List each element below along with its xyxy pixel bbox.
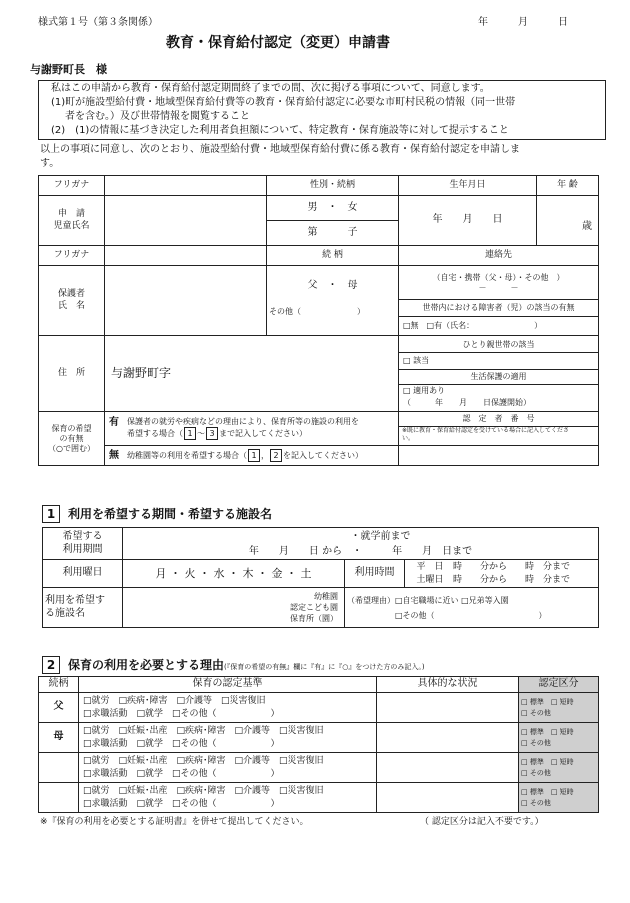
col-criteria: 保育の認定基準: [79, 677, 377, 693]
status-input[interactable]: [377, 723, 519, 753]
col-relation: 続柄: [39, 677, 79, 693]
age-label: 年 齢: [537, 176, 599, 196]
class-line-2: □ その他: [521, 708, 551, 717]
relation-other-input[interactable]: その他（ ）: [269, 306, 365, 316]
class-line-1: □ 標準 □ 短時: [521, 697, 574, 706]
class-line-1: □ 標準 □ 短時: [521, 787, 574, 796]
hope-label: 保育の希望 の有無 （○で囲む）: [39, 412, 105, 466]
form-title: 教育・保育給付認定（変更）申請書: [166, 35, 390, 51]
hope-yes[interactable]: 有: [109, 417, 119, 428]
class-line-1: □ 標準 □ 短時: [521, 727, 574, 736]
period-label: 希望する 利用期間: [43, 528, 123, 560]
child-order-input[interactable]: 第 子: [267, 221, 399, 246]
guardian-furigana-input[interactable]: [105, 246, 267, 266]
class-line-2: □ その他: [521, 738, 551, 747]
consent-line-1: 私はこの申請から教育・保育給付認定期間終了までの間、次に掲げる事項について、同意します。: [51, 83, 490, 94]
period-input[interactable]: 年 月 日 から ・ 年 月 日まで: [248, 545, 473, 557]
consent-line-3: 者を含む。）及び世帯情報を閲覧すること: [65, 111, 250, 122]
cert-note-1: ※既に教育・保育給付認定を受けている場合に記入してくださ: [402, 427, 570, 434]
criteria-line-1[interactable]: □就労 □妊娠･出産 □疾病･障害 □介護等 □災害復旧: [83, 725, 324, 736]
consent-line-4: (2) (1)の情報に基づき決定した利用者負担額について、特定教育・保育施設等に対して提示すること: [51, 125, 509, 136]
child-furigana-label: フリガナ: [39, 176, 105, 196]
facility-reason-other[interactable]: □その他（ ）: [395, 610, 547, 620]
hope-no-text-a: 幼稚園等の利用を希望する場合（: [127, 450, 247, 460]
section1-title: 利用を希望する期間・希望する施設名: [68, 507, 273, 521]
criteria-line-1[interactable]: □就労 □疾病･障害 □介護等 □災害復旧: [83, 695, 266, 706]
class-line-1: □ 標準 □ 短時: [521, 757, 574, 766]
col-status: 具体的な状況: [377, 677, 519, 693]
intro-line-2: す。: [40, 158, 60, 169]
criteria-line-2[interactable]: □求職活動 □就学 □その他（ ）: [83, 798, 280, 809]
contact-label: 連絡先: [399, 246, 599, 266]
saturday-label: 土曜日: [416, 574, 444, 585]
footer-note-2: （ 認定区分は記入不要です。）: [420, 817, 544, 827]
status-input[interactable]: [377, 693, 519, 723]
criteria-line-2[interactable]: □求職活動 □就学 □その他（ ）: [83, 768, 280, 779]
single-parent-check[interactable]: □ 該当: [399, 353, 598, 370]
ref-box-1b: 1: [248, 449, 260, 462]
table-row: [39, 723, 599, 753]
cert-number-label: 認 定 者 番 号: [399, 412, 598, 427]
address-input[interactable]: 与謝野町字: [105, 336, 399, 412]
consent-box: [38, 80, 606, 140]
row-relation: 父: [39, 693, 79, 723]
relation-select[interactable]: 父 ・ 母: [307, 280, 358, 291]
hope-yes-text-1: 保護者の就労や疾病などの理由により、保育所等の施設の利用を: [127, 417, 359, 426]
hope-no-text-b: を記入してください）: [283, 450, 363, 460]
child-name-label: 申 請 児童氏名: [39, 196, 105, 246]
hope-no[interactable]: 無: [109, 449, 119, 461]
child-name-input[interactable]: [105, 196, 267, 246]
hope-yes-text-2a: 希望する場合（: [127, 429, 183, 438]
table-row: [39, 753, 599, 783]
criteria-line-2[interactable]: □求職活動 □就学 □その他（ ）: [83, 708, 280, 719]
welfare-label: 生活保護の適用: [399, 370, 598, 385]
consent-line-2: (1)町が施設型給付費・地域型保育給付費等の教育・保育給付認定に必要な市町村民税の情報（同一世帯: [51, 97, 516, 108]
birth-input[interactable]: 年 月 日: [399, 196, 537, 246]
contact-number[interactable]: － －: [478, 282, 519, 292]
section2-table: [38, 676, 599, 813]
disability-label: 世帯内における障害者（児）の該当の有無: [399, 300, 598, 317]
guardian-furigana-label: フリガナ: [39, 246, 105, 266]
disability-check[interactable]: □無 □有（氏名： ）: [403, 321, 543, 330]
applicant-table: [38, 175, 599, 466]
preschool-option[interactable]: ・就学前まで: [350, 530, 411, 542]
row-relation[interactable]: [39, 783, 79, 813]
contact-type[interactable]: （自宅・携帯（父・母）・その他 ）: [432, 272, 565, 282]
time-label: 利用時間: [345, 560, 405, 588]
section2-note: (『保育の希望の有無』欄に『有』に『○』をつけた方のみ記入。): [224, 663, 425, 671]
saturday-time[interactable]: 時 分から 時 分まで: [453, 574, 571, 585]
addressee: 与謝野町長 様: [30, 63, 107, 76]
footer-note: ※『保育の利用を必要とする証明書』を併せて提出してください。: [40, 817, 309, 827]
status-input[interactable]: [377, 753, 519, 783]
section2-title: 保育の利用を必要とする理由: [68, 658, 225, 672]
guardian-name-label: 保護者 氏 名: [39, 266, 105, 336]
section1-number: 1: [42, 505, 60, 523]
facility-reason[interactable]: （希望理由）□自宅職場に近い □兄弟等入園: [347, 595, 509, 605]
gender-label: 性別・続柄: [267, 176, 399, 196]
criteria-line-2[interactable]: □求職活動 □就学 □その他（ ）: [83, 738, 280, 749]
age-input[interactable]: 歳: [537, 196, 599, 246]
hope-yes-text-2b: まで記入してください）: [219, 429, 307, 438]
section1-heading: [42, 505, 272, 523]
comma: ，: [261, 450, 269, 460]
criteria-line-1[interactable]: □就労 □妊娠･出産 □疾病･障害 □介護等 □災害復旧: [83, 785, 324, 796]
relation-label: 続 柄: [267, 246, 399, 266]
form-number: 様式第１号（第３条関係）: [38, 17, 158, 28]
class-line-2: □ その他: [521, 768, 551, 777]
welfare-check[interactable]: □ 適用あり: [403, 386, 446, 395]
address-label: 住 所: [39, 336, 105, 412]
date-field[interactable]: 年 月 日: [478, 17, 568, 28]
criteria-line-1[interactable]: □就労 □妊娠･出産 □疾病･障害 □介護等 □災害復旧: [83, 755, 324, 766]
welfare-date[interactable]: （ 年 月 日保護開始）: [403, 398, 531, 407]
section1-table: [42, 527, 599, 628]
col-class: 認定区分: [519, 677, 599, 693]
section2-heading: [42, 656, 425, 674]
days-select[interactable]: 月 ・ 火 ・ 水 ・ 木 ・ 金 ・ 土: [123, 560, 345, 588]
ref-box-2: 2: [270, 449, 282, 462]
cert-note-2: い。: [402, 435, 415, 442]
ref-box-3: 3: [206, 427, 218, 440]
birth-label: 生年月日: [399, 176, 537, 196]
weekday-time[interactable]: 時 分から 時 分まで: [453, 561, 571, 572]
guardian-name-input[interactable]: [105, 266, 267, 336]
facility-types: 幼稚園 認定こども園 保育所（園）: [123, 588, 345, 628]
facility-label: 利用を希望す る施設名: [43, 588, 123, 628]
single-parent-label: ひとり親世帯の該当: [399, 338, 598, 353]
table-row: [39, 693, 599, 723]
tilde: ～: [197, 429, 205, 438]
intro-line-1: 以上の事項に同意し、次のとおり、施設型給付費・地域型保育給付費に係る教育・保育給付認定を申請しま: [40, 144, 520, 155]
ref-box-1: 1: [184, 427, 196, 440]
cert-number-input[interactable]: [399, 446, 599, 466]
class-line-2: □ その他: [521, 798, 551, 807]
row-relation: 母: [39, 723, 79, 753]
status-input[interactable]: [377, 783, 519, 813]
section2-number: 2: [42, 656, 60, 674]
days-label: 利用曜日: [43, 560, 123, 588]
child-furigana-input[interactable]: [105, 176, 267, 196]
gender-select[interactable]: 男 ・ 女: [267, 196, 399, 221]
row-relation[interactable]: [39, 753, 79, 783]
table-row: [39, 783, 599, 813]
weekday-label: 平 日: [416, 561, 444, 572]
